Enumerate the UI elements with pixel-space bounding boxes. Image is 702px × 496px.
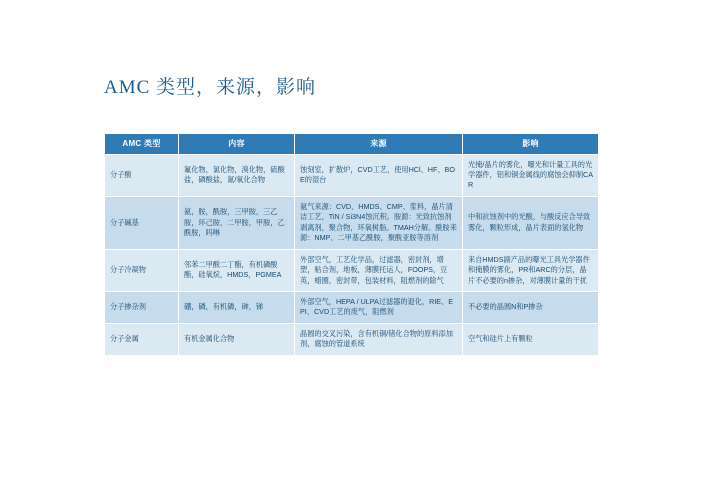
table-row: [105, 154, 599, 196]
table-header-row: [105, 134, 599, 155]
cell-type: 分子酸: [105, 154, 179, 196]
cell-content: 邻苯二甲酸二丁酯，有机磷酸酯，硅氧烷，HMDS，PGMEA: [179, 249, 295, 291]
cell-source: 蚀刻室，扩散炉，CVD工艺，使用HCl、HF、BOE的湿台: [295, 154, 463, 196]
cell-content: 有机金属化合物: [179, 323, 295, 355]
table-row: [105, 291, 599, 323]
table-row: [105, 323, 599, 355]
page-title: AMC 类型，来源，影响: [104, 77, 317, 98]
table-row: [105, 249, 599, 291]
cell-effect: 来自HMDS副产品的曝光工具光学器件和掩膜的雾化，PR和ARC的分层，晶片不必要的n掺杂，对薄膜计量的干扰: [463, 249, 599, 291]
column-header-type: AMC 类型: [105, 134, 179, 155]
cell-source: 外部空气，工艺化学品，过滤器，密封剂，增塑，粘合剂，地板，薄膜托运人，FOOPS，豆英，蜡圈，密封带，包装材料，阻燃剂的除气: [295, 249, 463, 291]
cell-type: 分子金属: [105, 323, 179, 355]
cell-effect: 光掩/晶片的雾化，曝光和计量工具的光学器件，铝和铜金属线的腐蚀会抑制CAR: [463, 154, 599, 196]
table-row: [105, 196, 599, 249]
cell-type: 分子碱基: [105, 196, 179, 249]
cell-type: 分子掺杂剂: [105, 291, 179, 323]
column-header-effect: 影响: [463, 134, 599, 155]
cell-source: 晶圆的交叉污染，含有机铜/锗化合物的原料添加剂，腐蚀的管道系统: [295, 323, 463, 355]
cell-effect: 不必要的晶圆N和P掺杂: [463, 291, 599, 323]
cell-source: 外部空气，HEPA / ULPA过滤器的退化，RIE、EPI、CVD工艺的废气，阻燃剂: [295, 291, 463, 323]
column-header-source: 来源: [295, 134, 463, 155]
cell-effect: 空气和硅片上有颗粒: [463, 323, 599, 355]
cell-content: 氨，胺，酰胺，三甲胺，三乙胺，环己胺，二甲胺，甲胺，乙酰胺，吗啉: [179, 196, 295, 249]
cell-source: 氨气来源：CVD、HMDS、CMP、浆料，晶片清洁工艺，TiN / Si3N4蚀沉积。胺源：光致抗蚀剂剥离剂，聚合物，环氧树脂。TMAH分解。酰胺来源：NMP、二甲基乙酰胺，聚酰亚胺等溶剂: [295, 196, 463, 249]
cell-content: 硼，磷，有机磷，砷，锑: [179, 291, 295, 323]
column-header-content: 内容: [179, 134, 295, 155]
amc-table: [104, 133, 599, 356]
cell-effect: 中和抗蚀剂中的光酸，与酸反应合导致雾化，颗粒形成，晶片表面的氢化物: [463, 196, 599, 249]
amc-table-container: [104, 133, 598, 356]
cell-type: 分子冷凝物: [105, 249, 179, 291]
cell-content: 氟化物，氯化物，溴化物，硫酸盐，磷酸盐，氮/氧化合物: [179, 154, 295, 196]
